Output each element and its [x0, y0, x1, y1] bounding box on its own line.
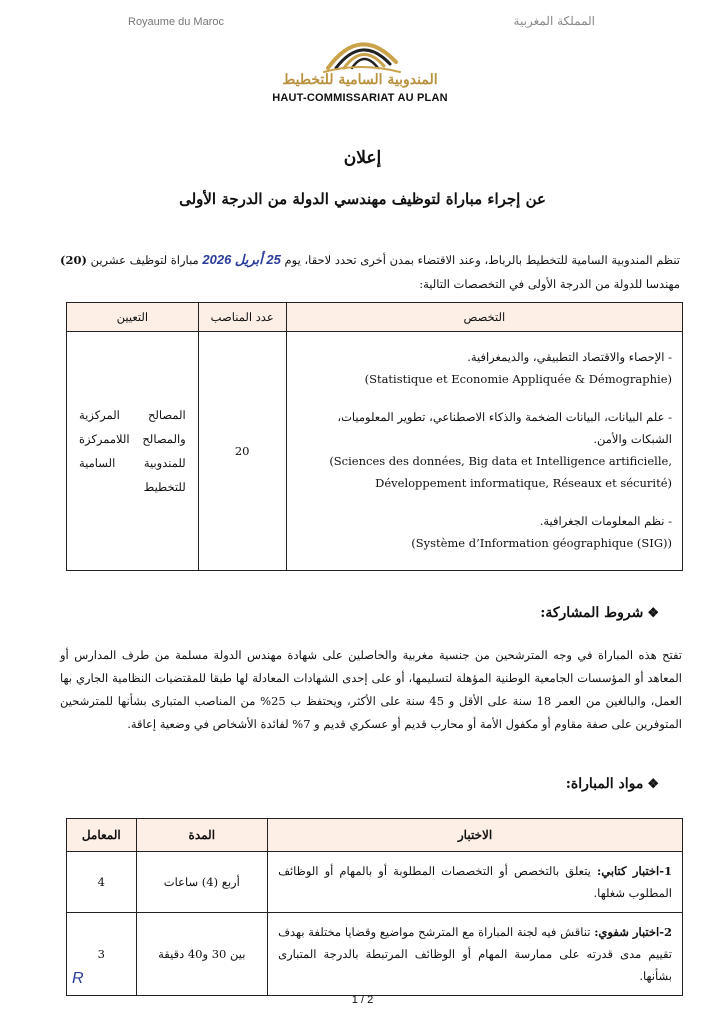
handwritten-initial: R [72, 970, 84, 987]
exam-test-cell [268, 852, 683, 913]
specialty-ar: - الإحصاء والاقتصاد التطبيقي، والديمغرافية. [467, 350, 672, 364]
intro-paragraph [60, 248, 680, 296]
exam-table-header [67, 819, 683, 852]
header-assignment: التعيين [67, 303, 199, 332]
page-number: 1 / 2 [351, 994, 374, 1006]
specialty-item [297, 406, 672, 494]
exam-test-cell [268, 913, 683, 996]
positions-table-row [67, 332, 683, 571]
exam-table [66, 818, 683, 996]
announcement-subtitle: عن إجراء مباراة لتوظيف مهندسي الدولة من الدرجة الأولى [179, 190, 546, 208]
specialty-item [297, 510, 672, 554]
exam-test-label: 1-اختبار كتابي: [596, 864, 673, 878]
positions-count-inline: (20) [60, 253, 87, 267]
specialty-item [297, 346, 672, 390]
positions-count-cell: 20 [198, 332, 286, 571]
exam-test-desc: يتعلق بالتخصص أو التخصصات المطلوبة أو بالمهام أو الوظائف المطلوب شغلها. [278, 864, 672, 900]
exam-row [67, 852, 683, 913]
country-name-fr: Royaume du Maroc [128, 16, 224, 28]
conditions-text: تفتح هذه المباراة في وجه المترشحين من جنسية مغربية والحاصلين على شهادة مهندس الدولة مسلمة من طرف المدارس أو المعاهد أو المؤسسات الجامعية الوطنية المؤهلة لتسليمها، أو على إحدى الشهادات المعادلة لها طبقا للمقتضيات النظامية الجاري بها العمل، والبالغين من العمر 18 سنة على الأقل و 45 سنة على الأكثر، ويحتفظ ب 25% من المناصب المتبارى بشأنها للمترشحين المتوفرين على صفة مقاوم أو مكفول الأمة أو محارب قديم أو عسكري قديم و 7% لفائدة الأشخاص في وضعية إعاقة. [60, 648, 682, 731]
exam-test-label: 2-اختبار شفوي: [594, 925, 672, 939]
exam-date: 25 أبريل 2026 [202, 252, 281, 267]
specialty-ar: - علم البيانات، البيانات الضخمة والذكاء الاصطناعي، تطوير المعلوميات، الشبكات والأمن. [337, 410, 672, 446]
org-name-fr: HAUT-COMMISSARIAT AU PLAN [272, 92, 448, 104]
positions-table [66, 302, 683, 571]
specialty-ar: - نظم المعلومات الجغرافية. [539, 514, 672, 528]
header-coef: المعامل [67, 819, 137, 852]
header-test: الاختبار [268, 819, 683, 852]
positions-table-header [67, 303, 683, 332]
diamond-bullet-icon: ❖ [647, 606, 659, 621]
conditions-heading: ❖شروط المشاركة: [540, 605, 659, 621]
specialty-fr: (Statistique et Economie Appliquée & Démographie) [364, 372, 672, 386]
exam-row [67, 913, 683, 996]
country-name-ar: المملكة المغربية [513, 14, 595, 28]
exam-coef: 4 [67, 852, 137, 913]
specialty-fr: (Système d’Information géographique (SIG)) [411, 536, 672, 550]
diamond-bullet-icon: ❖ [647, 777, 659, 792]
exam-coef: 3 [67, 913, 137, 996]
exam-heading: ❖مواد المباراة: [565, 776, 659, 792]
header-duration: المدة [136, 819, 268, 852]
intro-part2: مباراة لتوظيف عشرين [90, 253, 199, 267]
exam-duration: أربع (4) ساعات [136, 852, 268, 913]
header-specialty: التخصص [286, 303, 682, 332]
header-count: عدد المناصب [198, 303, 286, 332]
intro-part1: تنظم المندوبية السامية للتخطيط بالرباط، وعند الاقتضاء بمدن أخرى تحدد لاحقا، يوم [284, 253, 681, 267]
announcement-title: إعلان [343, 148, 382, 168]
assignment-cell: المصالح المركزية والمصالح اللاممركزة للمندوبية السامية للتخطيط [67, 332, 199, 571]
exam-test-desc: تناقش فيه لجنة المباراة مع المترشح مواضيع وقضايا مختلفة بهدف تقييم مدى قدرته على ممارسة المهام أو الوظائف المرتبطة بالدرجة المتبارى بشأنها. [278, 925, 672, 983]
intro-part3: مهندسا للدولة من الدرجة الأولى في التخصصات التالية: [419, 277, 680, 291]
specialty-fr: (Sciences des données, Big data et Intelligence artificielle, [329, 454, 672, 468]
specialty-fr: Développement informatique, Réseaux et sécurité) [375, 476, 672, 490]
exam-duration: بين 30 و40 دقيقة [136, 913, 268, 996]
org-name-ar: المندوبية السامية للتخطيط [282, 72, 438, 88]
specialties-cell [286, 332, 682, 571]
